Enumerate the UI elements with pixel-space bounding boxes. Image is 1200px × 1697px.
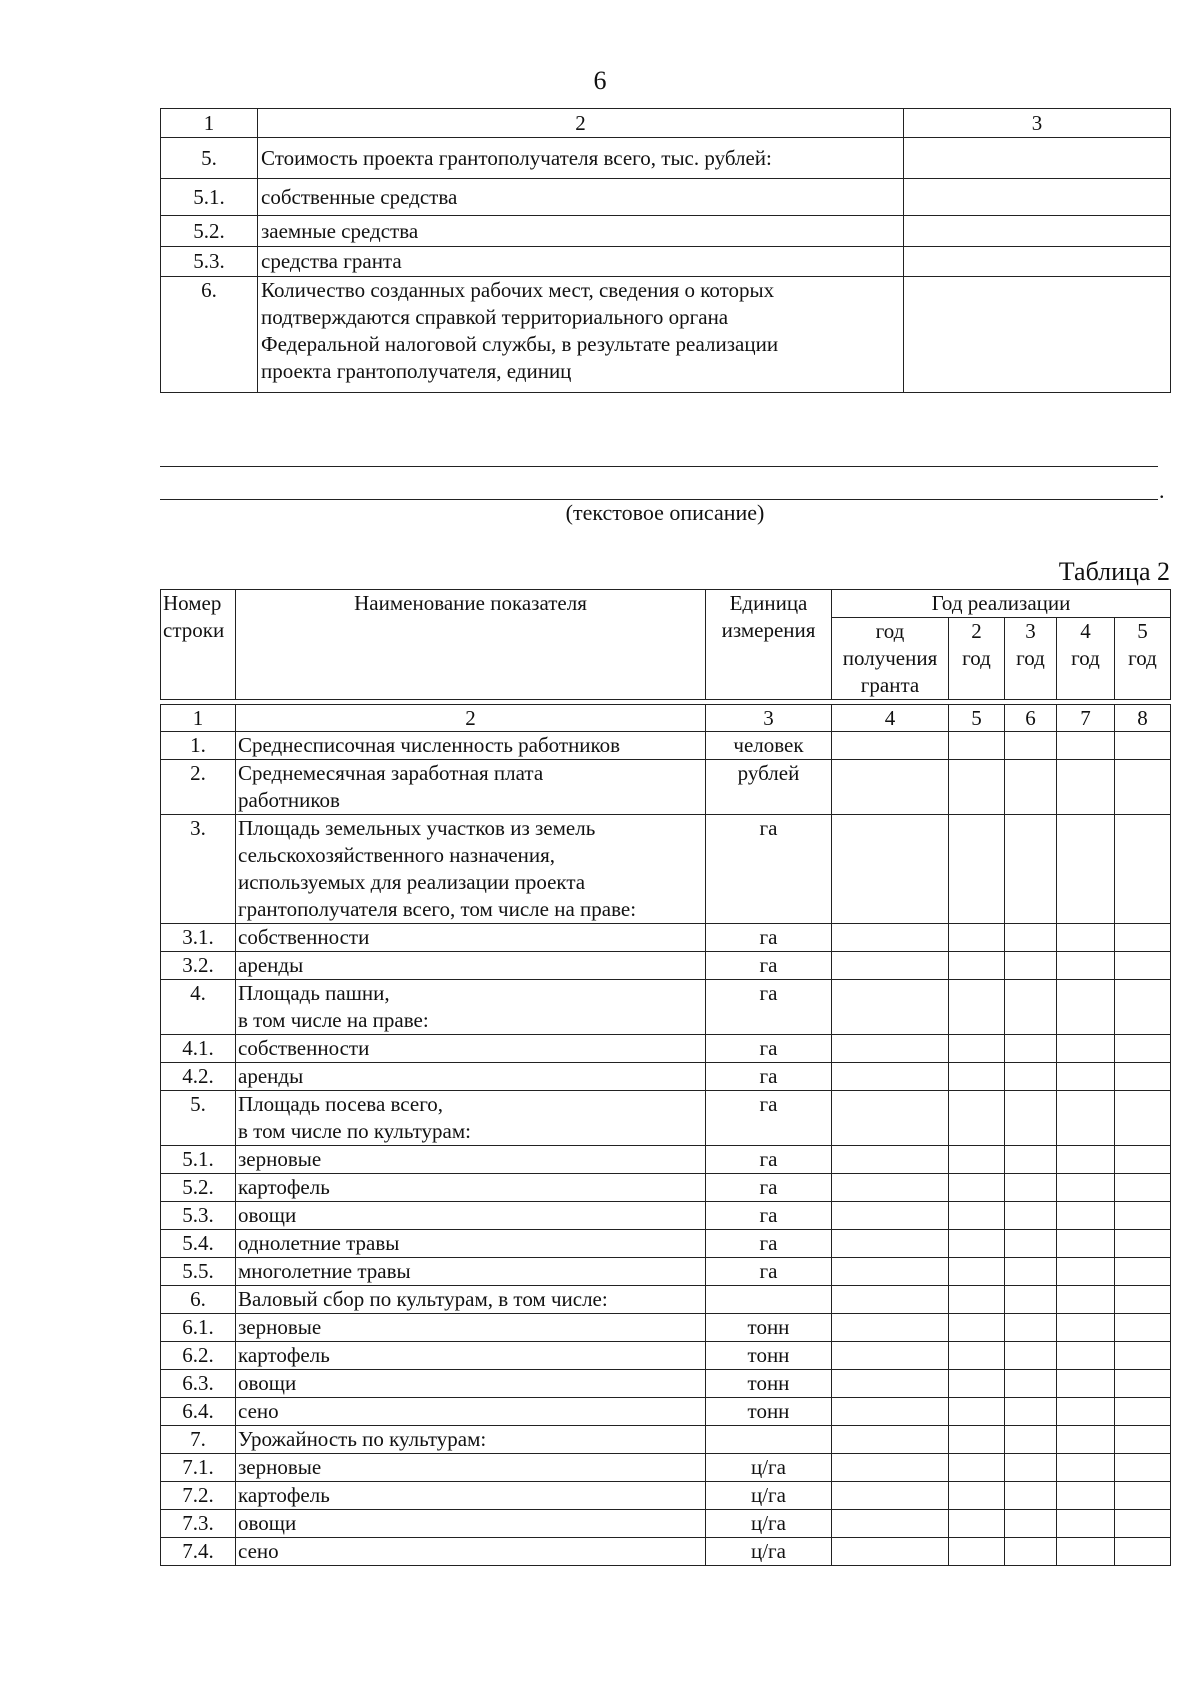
table2-row-number: 6. (161, 1286, 236, 1314)
table2-year-cell (949, 732, 1005, 760)
table2-year-cell (1057, 1510, 1115, 1538)
table2-year-cell (832, 1230, 949, 1258)
table2-row-unit (706, 1286, 832, 1314)
table2-row-number: 7.4. (161, 1538, 236, 1566)
header-year-2-middle: год (962, 646, 991, 670)
table2-row (161, 1063, 1171, 1091)
column-number: 5 (949, 705, 1005, 732)
table2-row-label-line: Среднемесячная заработная плата (238, 761, 544, 785)
table2-year-cell (1057, 760, 1115, 815)
table2-year-cell (832, 1482, 949, 1510)
table2-row-number: 3. (161, 815, 236, 924)
table1-row-value (904, 277, 1171, 393)
table1-row-label: собственные средства (258, 179, 904, 216)
table2-row-label: зерновые (236, 1146, 706, 1174)
table2-row (161, 1510, 1171, 1538)
table2-year-cell (1057, 1454, 1115, 1482)
table2-year-cell (1057, 1370, 1115, 1398)
table2-row-label: картофель (236, 1482, 706, 1510)
table2-year-cell (949, 952, 1005, 980)
page-number: 6 (593, 66, 607, 95)
table2-row-label: однолетние травы (236, 1230, 706, 1258)
table1-header-col1: 1 (161, 109, 258, 138)
table1-row-label (258, 277, 904, 393)
description-line-1 (160, 466, 1158, 467)
table2-row-number: 6.3. (161, 1370, 236, 1398)
table2-row-number: 3.1. (161, 924, 236, 952)
table2-year-cell (949, 1342, 1005, 1370)
table2-row-number: 7.2. (161, 1482, 236, 1510)
table1-row-number: 5. (161, 138, 258, 179)
table2-year-cell (1115, 815, 1171, 924)
table1-header-col3: 3 (904, 109, 1171, 138)
table2-year-cell (1005, 1286, 1057, 1314)
table2-row-unit: ц/га (706, 1482, 832, 1510)
table2-header-row-1 (161, 590, 1171, 618)
table2-year-cell (949, 1510, 1005, 1538)
table2-year-cell (949, 1091, 1005, 1146)
table2-year-cell (949, 760, 1005, 815)
header-unit-line2: измерения (721, 618, 816, 642)
table2-row-label: зерновые (236, 1314, 706, 1342)
table2-row-unit: га (706, 1091, 832, 1146)
table2-year-cell (1057, 1146, 1115, 1174)
table2-row-label: картофель (236, 1174, 706, 1202)
header-row-number-line1: Номер (163, 591, 222, 615)
table2-row-unit: га (706, 815, 832, 924)
table2-year-cell (949, 1370, 1005, 1398)
table1-row-value (904, 138, 1171, 179)
table2-year-cell (832, 760, 949, 815)
table2-row (161, 1426, 1171, 1454)
table1-row-label: средства гранта (258, 247, 904, 277)
table2-year-cell (832, 1454, 949, 1482)
table2-row (161, 1230, 1171, 1258)
table2-year-cell (832, 1370, 949, 1398)
table2-row-number: 5.4. (161, 1230, 236, 1258)
table2-year-cell (1057, 1258, 1115, 1286)
table2-row-number: 7.1. (161, 1454, 236, 1482)
table2-row-unit: га (706, 980, 832, 1035)
table2-year-cell (1005, 1230, 1057, 1258)
table2-row-unit: га (706, 924, 832, 952)
table2-row-label (236, 760, 706, 815)
header-year-2 (949, 618, 1005, 700)
table2-row-label: овощи (236, 1510, 706, 1538)
table2-row (161, 1398, 1171, 1426)
table2-year-cell (1057, 952, 1115, 980)
column-number: 4 (832, 705, 949, 732)
table2-year-cell (949, 980, 1005, 1035)
table2-year-cell (1005, 1258, 1057, 1286)
table1-row-number: 6. (161, 277, 258, 393)
table2-row-unit: ц/га (706, 1510, 832, 1538)
table2-year-cell (1115, 1230, 1171, 1258)
table2-row-label-line: грантополучателя всего, том числе на праве: (238, 897, 637, 921)
table2-row-unit: га (706, 1202, 832, 1230)
table2-year-cell (949, 1426, 1005, 1454)
table2-row-number: 5.3. (161, 1202, 236, 1230)
table1-row (161, 216, 1171, 247)
table2-row (161, 1538, 1171, 1566)
table2-year-cell (949, 1230, 1005, 1258)
header-year-2-top: 2 (971, 619, 982, 643)
table2-row (161, 1035, 1171, 1063)
table2-year-cell (832, 1286, 949, 1314)
table2-year-cell (1057, 1398, 1115, 1426)
column-number: 8 (1115, 705, 1171, 732)
table2-row-unit: га (706, 1035, 832, 1063)
table2-row (161, 1342, 1171, 1370)
table2-row-label: Урожайность по культурам: (236, 1426, 706, 1454)
table2-year-cell (1115, 1314, 1171, 1342)
table2-year-cell (1005, 1202, 1057, 1230)
table2-year-cell (1057, 980, 1115, 1035)
table2-year-cell (1115, 1426, 1171, 1454)
table2-year-cell (1115, 1482, 1171, 1510)
table2-year-cell (1057, 815, 1115, 924)
table2-row-label: аренды (236, 1063, 706, 1091)
table2-row (161, 1286, 1171, 1314)
table2-year-cell (1057, 1342, 1115, 1370)
description-caption: (текстовое описание) (565, 500, 765, 525)
table1-row-number: 5.1. (161, 179, 258, 216)
table2-year-cell (1005, 732, 1057, 760)
indicators-table (160, 589, 1171, 1566)
table2-row-label-line: используемых для реализации проекта (238, 870, 586, 894)
table2-row-label: овощи (236, 1370, 706, 1398)
table2-year-cell (1005, 1398, 1057, 1426)
table2-row (161, 760, 1171, 815)
table2-row (161, 924, 1171, 952)
table2-year-cell (1005, 1035, 1057, 1063)
table2-row-unit: рублей (706, 760, 832, 815)
table2-row-number: 4.2. (161, 1063, 236, 1091)
column-number: 3 (706, 705, 832, 732)
table2-row-number: 5. (161, 1091, 236, 1146)
table2-year-cell (1115, 1258, 1171, 1286)
table2-row-label (236, 815, 706, 924)
table2-row-number: 6.1. (161, 1314, 236, 1342)
table2-row (161, 980, 1171, 1035)
table2-year-cell (949, 1454, 1005, 1482)
table2-row-number: 4.1. (161, 1035, 236, 1063)
table2-year-cell (1115, 760, 1171, 815)
table2-row-unit: человек (706, 732, 832, 760)
header-year-1-bottom: гранта (860, 673, 920, 697)
table2-row-label-line: в том числе по культурам: (238, 1119, 471, 1143)
table2-caption: Таблица 2 (1058, 557, 1170, 586)
table2-year-cell (1115, 1342, 1171, 1370)
table2-row-number: 7.3. (161, 1510, 236, 1538)
table1-row-number: 5.3. (161, 247, 258, 277)
column-number: 6 (1005, 705, 1057, 732)
header-unit (706, 590, 832, 700)
table2-row-label (236, 980, 706, 1035)
table2-row-label-line: Площадь земельных участков из земель (238, 816, 596, 840)
table2-year-cell (1115, 1510, 1171, 1538)
table2-year-cell (1057, 1202, 1115, 1230)
table2-year-cell (949, 1398, 1005, 1426)
table2-year-cell (1057, 1035, 1115, 1063)
table2-year-cell (1005, 924, 1057, 952)
table2-year-cell (1005, 1063, 1057, 1091)
table1-row (161, 247, 1171, 277)
table2-year-cell (832, 1258, 949, 1286)
table2-year-cell (1005, 1146, 1057, 1174)
table2-year-cell (832, 924, 949, 952)
table2-row-number: 3.2. (161, 952, 236, 980)
table2-year-cell (832, 952, 949, 980)
table2-year-cell (1005, 1510, 1057, 1538)
header-row-number (161, 590, 236, 700)
table2-row-unit: тонн (706, 1314, 832, 1342)
table2-row-number: 2. (161, 760, 236, 815)
table2-year-cell (1115, 732, 1171, 760)
table2-row-number: 5.5. (161, 1258, 236, 1286)
table2-year-cell (1057, 1538, 1115, 1566)
table2-year-cell (832, 980, 949, 1035)
table2-year-cell (1057, 732, 1115, 760)
column-number: 2 (236, 705, 706, 732)
table2-row-unit: тонн (706, 1398, 832, 1426)
header-year-4-middle: год (1071, 646, 1100, 670)
table1-row-label-line: проекта грантополучателя, единиц (261, 359, 572, 383)
table2-row-label-line: сельскохозяйственного назначения, (238, 843, 556, 867)
table2-row (161, 1202, 1171, 1230)
table2-row (161, 1258, 1171, 1286)
table2-row-label-line: в том числе на праве: (238, 1008, 429, 1032)
table2-row-unit: га (706, 952, 832, 980)
table2-year-cell (1115, 1035, 1171, 1063)
table2-row (161, 1174, 1171, 1202)
table2-row-label: сено (236, 1538, 706, 1566)
table2-year-cell (1005, 1174, 1057, 1202)
table2-year-cell (1005, 1370, 1057, 1398)
table2-row (161, 732, 1171, 760)
header-year-5-top: 5 (1137, 619, 1148, 643)
header-year-1 (832, 618, 949, 700)
table1-row-value (904, 216, 1171, 247)
table2-row-number: 5.1. (161, 1146, 236, 1174)
table2-year-cell (949, 1202, 1005, 1230)
table2-row (161, 1482, 1171, 1510)
table2-year-cell (1115, 1202, 1171, 1230)
header-year-4-top: 4 (1080, 619, 1091, 643)
table2-year-cell (949, 1146, 1005, 1174)
table2-year-cell (1115, 1454, 1171, 1482)
table2-row (161, 1091, 1171, 1146)
table1-row (161, 277, 1171, 393)
table2-year-cell (832, 1426, 949, 1454)
table1-row (161, 179, 1171, 216)
table2-year-cell (949, 1538, 1005, 1566)
header-year-group: Год реализации (832, 590, 1171, 618)
header-unit-line1: Единица (729, 591, 808, 615)
table2-row-unit: ц/га (706, 1454, 832, 1482)
table2-year-cell (1057, 1174, 1115, 1202)
table2-row-number: 6.2. (161, 1342, 236, 1370)
table2-year-cell (1115, 1063, 1171, 1091)
column-number: 7 (1057, 705, 1115, 732)
table1-row-label: заемные средства (258, 216, 904, 247)
table2-row-label-line: Площадь пашни, (238, 981, 390, 1005)
table2-year-cell (1115, 1146, 1171, 1174)
column-number: 1 (161, 705, 236, 732)
table2-year-cell (1057, 1230, 1115, 1258)
table2-year-cell (1005, 1482, 1057, 1510)
table2-row-number: 6.4. (161, 1398, 236, 1426)
table2-year-cell (832, 1510, 949, 1538)
table2-year-cell (1057, 924, 1115, 952)
table2-year-cell (1115, 1286, 1171, 1314)
table2-year-cell (1005, 1342, 1057, 1370)
header-year-5 (1115, 618, 1171, 700)
table2-year-cell (832, 1146, 949, 1174)
table2-year-cell (1005, 760, 1057, 815)
table2-year-cell (1115, 980, 1171, 1035)
table2-row-label: Валовый сбор по культурам, в том числе: (236, 1286, 706, 1314)
table2-year-cell (1005, 980, 1057, 1035)
header-year-4 (1057, 618, 1115, 700)
header-year-3-middle: год (1016, 646, 1045, 670)
table2-year-cell (949, 1314, 1005, 1342)
table2-year-cell (1115, 1174, 1171, 1202)
table2-row-unit: га (706, 1146, 832, 1174)
table2-year-cell (949, 1035, 1005, 1063)
table2-row-unit: га (706, 1230, 832, 1258)
table2-row-label (236, 1091, 706, 1146)
table2-row (161, 815, 1171, 924)
table2-row-label-line: работников (238, 788, 340, 812)
table2-year-cell (949, 815, 1005, 924)
table2-year-cell (832, 1091, 949, 1146)
table2-row-number: 1. (161, 732, 236, 760)
table2-row-label: собственности (236, 924, 706, 952)
table2-year-cell (1115, 1398, 1171, 1426)
table2-row-label-line: Площадь посева всего, (238, 1092, 444, 1116)
table2-year-cell (832, 1063, 949, 1091)
table2-row-label: собственности (236, 1035, 706, 1063)
table2-row-label: сено (236, 1398, 706, 1426)
table2-row-label: аренды (236, 952, 706, 980)
table2-year-cell (832, 732, 949, 760)
table2-row (161, 1370, 1171, 1398)
table2-year-cell (949, 1286, 1005, 1314)
table2-row-unit: тонн (706, 1342, 832, 1370)
table2-row (161, 1314, 1171, 1342)
description-dot: . (1159, 478, 1165, 503)
table2-row-label: овощи (236, 1202, 706, 1230)
table2-row (161, 1454, 1171, 1482)
table1-row-label: Стоимость проекта грантополучателя всего, тыс. рублей: (258, 138, 904, 179)
table1-row (161, 138, 1171, 179)
header-year-1-middle: получения (842, 646, 938, 670)
table2-row-label: Среднесписочная численность работников (236, 732, 706, 760)
table2-year-cell (1057, 1063, 1115, 1091)
table2-row-unit (706, 1426, 832, 1454)
table2-row-unit: га (706, 1063, 832, 1091)
header-year-3 (1005, 618, 1057, 700)
table2-year-cell (1057, 1091, 1115, 1146)
table2-year-cell (1115, 1370, 1171, 1398)
table2-year-cell (1005, 1454, 1057, 1482)
table1-row-value (904, 247, 1171, 277)
table2-row-label: многолетние травы (236, 1258, 706, 1286)
table2-year-cell (832, 815, 949, 924)
table2-year-cell (1057, 1482, 1115, 1510)
table2-year-cell (1057, 1426, 1115, 1454)
table1-header-col2: 2 (258, 109, 904, 138)
table2-year-cell (832, 1538, 949, 1566)
table2-year-cell (1057, 1314, 1115, 1342)
table2-year-cell (949, 1482, 1005, 1510)
header-year-5-middle: год (1128, 646, 1157, 670)
table2-year-cell (832, 1314, 949, 1342)
table2-year-cell (1005, 1426, 1057, 1454)
table2-year-cell (1115, 1538, 1171, 1566)
table2-row-unit: га (706, 1174, 832, 1202)
header-indicator: Наименование показателя (236, 590, 706, 700)
project-cost-table (160, 108, 1171, 393)
table2-row-unit: ц/га (706, 1538, 832, 1566)
table1-row-label-line: Количество созданных рабочих мест, сведения о которых (261, 278, 775, 302)
table2-year-cell (1115, 952, 1171, 980)
table2-row-unit: га (706, 1258, 832, 1286)
table2-year-cell (1115, 1091, 1171, 1146)
table2-year-cell (1005, 952, 1057, 980)
table2-year-cell (832, 1398, 949, 1426)
table2-row-unit: тонн (706, 1370, 832, 1398)
table2-year-cell (949, 1063, 1005, 1091)
table2-year-cell (949, 1174, 1005, 1202)
table2-year-cell (1005, 1314, 1057, 1342)
table2-year-cell (832, 1035, 949, 1063)
table1-row-label-line: подтверждаются справкой территориального органа (261, 305, 729, 329)
table2-year-cell (1115, 924, 1171, 952)
table2-column-numbers (161, 705, 1171, 732)
table2-row-label: зерновые (236, 1454, 706, 1482)
table2-year-cell (832, 1202, 949, 1230)
header-year-3-top: 3 (1025, 619, 1036, 643)
table1-row-value (904, 179, 1171, 216)
table2-year-cell (1005, 1091, 1057, 1146)
table2-year-cell (1005, 815, 1057, 924)
table2-row (161, 952, 1171, 980)
header-year-1-top: год (875, 619, 905, 643)
table2-year-cell (1005, 1538, 1057, 1566)
table1-row-label-line: Федеральной налоговой службы, в результате реализации (261, 332, 779, 356)
table2-year-cell (832, 1342, 949, 1370)
table1-header-row (161, 109, 1171, 138)
table2-year-cell (1057, 1286, 1115, 1314)
table2-row-number: 5.2. (161, 1174, 236, 1202)
table2-year-cell (949, 1258, 1005, 1286)
table2-row-number: 4. (161, 980, 236, 1035)
header-row-number-line2: строки (163, 618, 225, 642)
table2-year-cell (949, 924, 1005, 952)
table2-year-cell (832, 1174, 949, 1202)
table2-row-number: 7. (161, 1426, 236, 1454)
table2-row-label: картофель (236, 1342, 706, 1370)
table1-row-number: 5.2. (161, 216, 258, 247)
table2-row (161, 1146, 1171, 1174)
